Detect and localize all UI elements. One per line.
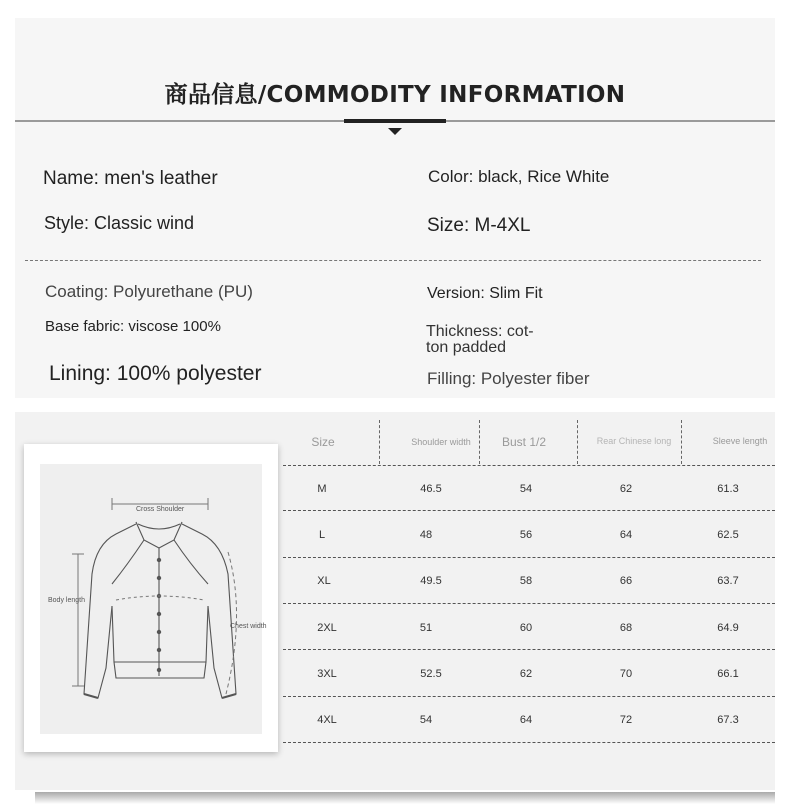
cell-shoulder: 46.5 bbox=[420, 483, 442, 495]
cell-rear: 68 bbox=[619, 622, 633, 634]
row-divider bbox=[283, 557, 775, 558]
info-size: Size: M-4XL bbox=[427, 215, 531, 236]
header-divider bbox=[479, 420, 480, 464]
label-body-length: Body length bbox=[48, 597, 85, 604]
cell-size: 2XL bbox=[317, 622, 337, 634]
cell-sleeve: 64.9 bbox=[717, 622, 739, 634]
cell-bust: 54 bbox=[519, 483, 533, 495]
cell-shoulder: 48 bbox=[419, 529, 433, 541]
label-cross-shoulder: Cross Shoulder bbox=[136, 506, 185, 513]
cell-sleeve: 62.5 bbox=[717, 529, 739, 541]
caret-down-icon bbox=[388, 128, 402, 135]
info-thickness-line1: Thickness: cot- bbox=[426, 323, 534, 340]
info-thickness bbox=[426, 324, 556, 356]
row-divider bbox=[283, 696, 775, 697]
cell-sleeve: 67.3 bbox=[717, 714, 739, 726]
size-table bbox=[283, 418, 775, 744]
panel-shadow bbox=[35, 792, 775, 804]
info-color: Color: black, Rice White bbox=[428, 167, 610, 186]
row-divider bbox=[283, 649, 775, 650]
cell-sleeve: 61.3 bbox=[717, 483, 739, 495]
cell-size: XL bbox=[317, 575, 331, 587]
dashed-divider bbox=[25, 260, 761, 261]
row-divider bbox=[283, 603, 775, 604]
cell-sleeve: 66.1 bbox=[717, 668, 739, 680]
info-name: Name: men's leather bbox=[43, 168, 218, 189]
section-title: 商品信息/COMMODITY INFORMATION bbox=[164, 82, 626, 108]
cell-rear: 64 bbox=[619, 529, 633, 541]
header-rear-chinese-long: Rear Chinese long bbox=[596, 436, 672, 446]
info-coating: Coating: Polyurethane (PU) bbox=[45, 282, 253, 301]
cell-bust: 56 bbox=[519, 529, 533, 541]
cell-size: M bbox=[317, 483, 327, 495]
cell-size: 4XL bbox=[317, 714, 337, 726]
header-divider bbox=[577, 420, 578, 464]
cell-sleeve: 63.7 bbox=[717, 575, 739, 587]
header-divider bbox=[681, 420, 682, 464]
title-accent-bar bbox=[344, 119, 446, 123]
row-divider bbox=[283, 742, 775, 743]
cell-bust: 62 bbox=[519, 668, 533, 680]
cell-shoulder: 51 bbox=[419, 622, 433, 634]
cell-size: 3XL bbox=[317, 668, 337, 680]
cell-bust: 64 bbox=[519, 714, 533, 726]
header-divider bbox=[379, 420, 380, 464]
row-divider bbox=[283, 510, 775, 511]
info-version: Version: Slim Fit bbox=[427, 285, 543, 302]
jacket-diagram bbox=[40, 464, 267, 734]
header-size: Size bbox=[311, 435, 335, 449]
cell-bust: 60 bbox=[519, 622, 533, 634]
header-shoulder-width: Shoulder width bbox=[411, 437, 471, 447]
info-base-fabric: Base fabric: viscose 100% bbox=[45, 318, 221, 335]
label-chest-width: Chest width bbox=[230, 623, 267, 630]
jacket-diagram-card bbox=[24, 444, 278, 752]
cell-shoulder: 54 bbox=[419, 714, 433, 726]
info-panel bbox=[15, 18, 775, 398]
cell-rear: 70 bbox=[619, 668, 633, 680]
header-bust: Bust 1/2 bbox=[501, 435, 547, 449]
cell-rear: 62 bbox=[619, 483, 633, 495]
cell-rear: 72 bbox=[619, 714, 633, 726]
info-thickness-line2: ton padded bbox=[426, 339, 507, 356]
cell-shoulder: 52.5 bbox=[420, 668, 442, 680]
cell-bust: 58 bbox=[519, 575, 533, 587]
info-filling: Filling: Polyester fiber bbox=[427, 369, 590, 388]
row-divider bbox=[283, 465, 775, 466]
cell-shoulder: 49.5 bbox=[420, 575, 442, 587]
cell-size: L bbox=[318, 529, 326, 541]
info-style: Style: Classic wind bbox=[44, 213, 195, 233]
cell-rear: 66 bbox=[619, 575, 633, 587]
header-sleeve-length: Sleeve length bbox=[712, 436, 768, 446]
info-lining: Lining: 100% polyester bbox=[49, 362, 262, 385]
